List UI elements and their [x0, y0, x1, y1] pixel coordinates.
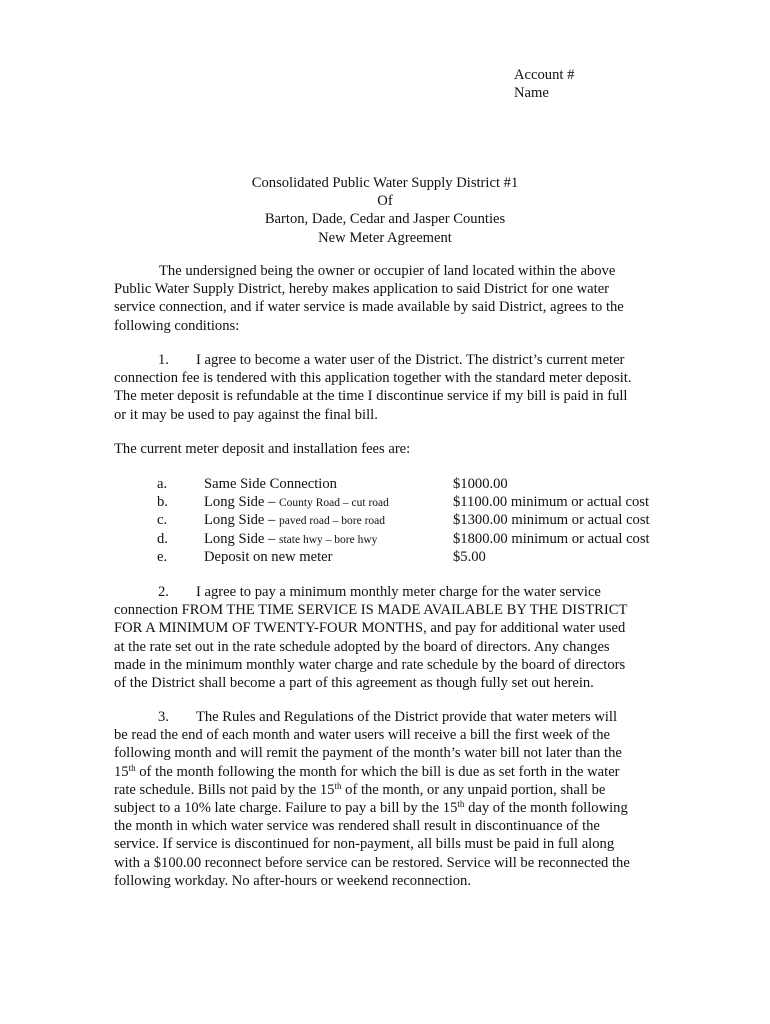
clause-line: of the District shall become a part of this agreement as though fully set out herein. — [114, 674, 594, 691]
intro-line: service connection, and if water service is made available by said District, agrees to the — [114, 299, 624, 316]
clause-line — [114, 799, 659, 817]
fee-amount: $1800.00 minimum or actual cost — [453, 530, 650, 547]
account-block — [514, 66, 574, 102]
fee-amount: $5.00 — [453, 548, 486, 565]
clause-line: The meter deposit is refundable at the time I discontinue service if my bill is paid in full — [114, 388, 628, 405]
fee-list — [157, 475, 677, 566]
fee-row — [157, 493, 677, 511]
fee-description: Long Side – — [204, 494, 279, 511]
clause-line: service. If service is discontinued for non-payment, all bills must be paid in full along — [114, 836, 615, 853]
fee-row — [157, 530, 677, 548]
clause-line: following workday. No after-hours or weekend reconnection. — [114, 872, 471, 889]
clause-number: 3. — [158, 709, 169, 725]
ordinal-suffix: th — [457, 798, 465, 809]
intro-line: The undersigned being the owner or occupier of land located within the above — [159, 263, 616, 279]
clause-line: The Rules and Regulations of the District provide that water meters will — [195, 709, 618, 725]
clause-line — [114, 763, 659, 781]
intro-line: Public Water Supply District, hereby makes application to said District for one water — [114, 281, 610, 298]
fee-detail: state hwy – bore hwy — [279, 533, 378, 546]
fee-detail: County Road – cut road — [279, 497, 389, 510]
fee-detail: paved road – bore road — [279, 515, 386, 528]
clause-text: 15 — [114, 763, 129, 780]
clause-text: of the month, or any unpaid portion, shall be — [341, 781, 606, 798]
clause-line: the month in which water service was rendered shall result in discontinuance of the — [114, 818, 600, 835]
fee-description: Deposit on new meter — [204, 548, 333, 565]
heading-title: New Meter Agreement — [318, 229, 452, 246]
ordinal-suffix: th — [334, 780, 342, 791]
account-name-label: Name — [514, 85, 549, 102]
fee-description: Long Side – — [204, 512, 279, 529]
clause-line: connection FROM THE TIME SERVICE IS MADE AVAILABLE BY THE DISTRICT — [114, 602, 628, 619]
fee-letter: c. — [157, 512, 168, 529]
fee-amount: $1300.00 minimum or actual cost — [453, 512, 650, 529]
clause-line: connection fee is tendered with this application together with the standard meter deposit. — [114, 370, 632, 387]
heading-district: Consolidated Public Water Supply District #1 — [251, 175, 519, 191]
account-number-label: Account # — [514, 67, 575, 83]
clause-3 — [114, 708, 659, 890]
clause-line: with a $100.00 reconnect before service can be restored. Service will be reconnected the — [114, 854, 630, 871]
clause-text: rate schedule. Bills not paid by the 15 — [114, 781, 335, 798]
clause-line: at the rate set out in the rate schedule adopted by the board of directors. Any changes — [114, 638, 610, 655]
fee-row — [157, 475, 677, 493]
clause-2 — [114, 583, 659, 692]
heading-counties: Barton, Dade, Cedar and Jasper Counties — [264, 211, 506, 228]
clause-line: I agree to pay a minimum monthly meter charge for the water service — [195, 584, 601, 600]
ordinal-suffix: th — [128, 762, 136, 773]
fee-amount: $1100.00 minimum or actual cost — [453, 494, 650, 511]
heading-of: Of — [377, 193, 393, 210]
fee-letter: d. — [157, 530, 168, 547]
clause-line: I agree to become a water user of the District. The district’s current meter — [195, 352, 625, 368]
clause-number: 1. — [158, 352, 169, 368]
clause-text: subject to a 10% late charge. Failure to pay a bill by the 15 — [114, 799, 458, 816]
clause-line: or it may be used to pay against the final bill. — [114, 406, 378, 423]
clause-text: of the month following the month for which the bill is due as set forth in the water — [135, 763, 620, 780]
fee-description: Same Side Connection — [204, 476, 337, 492]
fee-letter: b. — [157, 494, 168, 511]
clause-line: following month and will remit the payment of the month’s water bill not later than the — [114, 745, 622, 762]
clause-line: be read the end of each month and water users will receive a bill the first week of the — [114, 727, 610, 744]
fee-row — [157, 511, 677, 529]
fee-row — [157, 548, 677, 566]
clause-1 — [114, 351, 659, 424]
clause-number: 2. — [158, 584, 169, 600]
fee-letter: e. — [157, 548, 168, 565]
intro-paragraph — [114, 262, 659, 335]
fee-amount: $1000.00 — [453, 476, 508, 492]
intro-line: following conditions: — [114, 317, 240, 334]
document-heading — [115, 174, 655, 247]
clause-line: FOR A MINIMUM OF TWENTY-FOUR MONTHS, and pay for additional water used — [114, 620, 626, 637]
clause-text: day of the month following — [464, 799, 628, 816]
fees-intro: The current meter deposit and installation fees are: — [114, 441, 411, 457]
fee-letter: a. — [157, 476, 168, 492]
fee-description: Long Side – — [204, 530, 279, 547]
clause-line — [114, 781, 659, 799]
clause-line: made in the minimum monthly water charge and rate schedule by the board of directors — [114, 656, 626, 673]
